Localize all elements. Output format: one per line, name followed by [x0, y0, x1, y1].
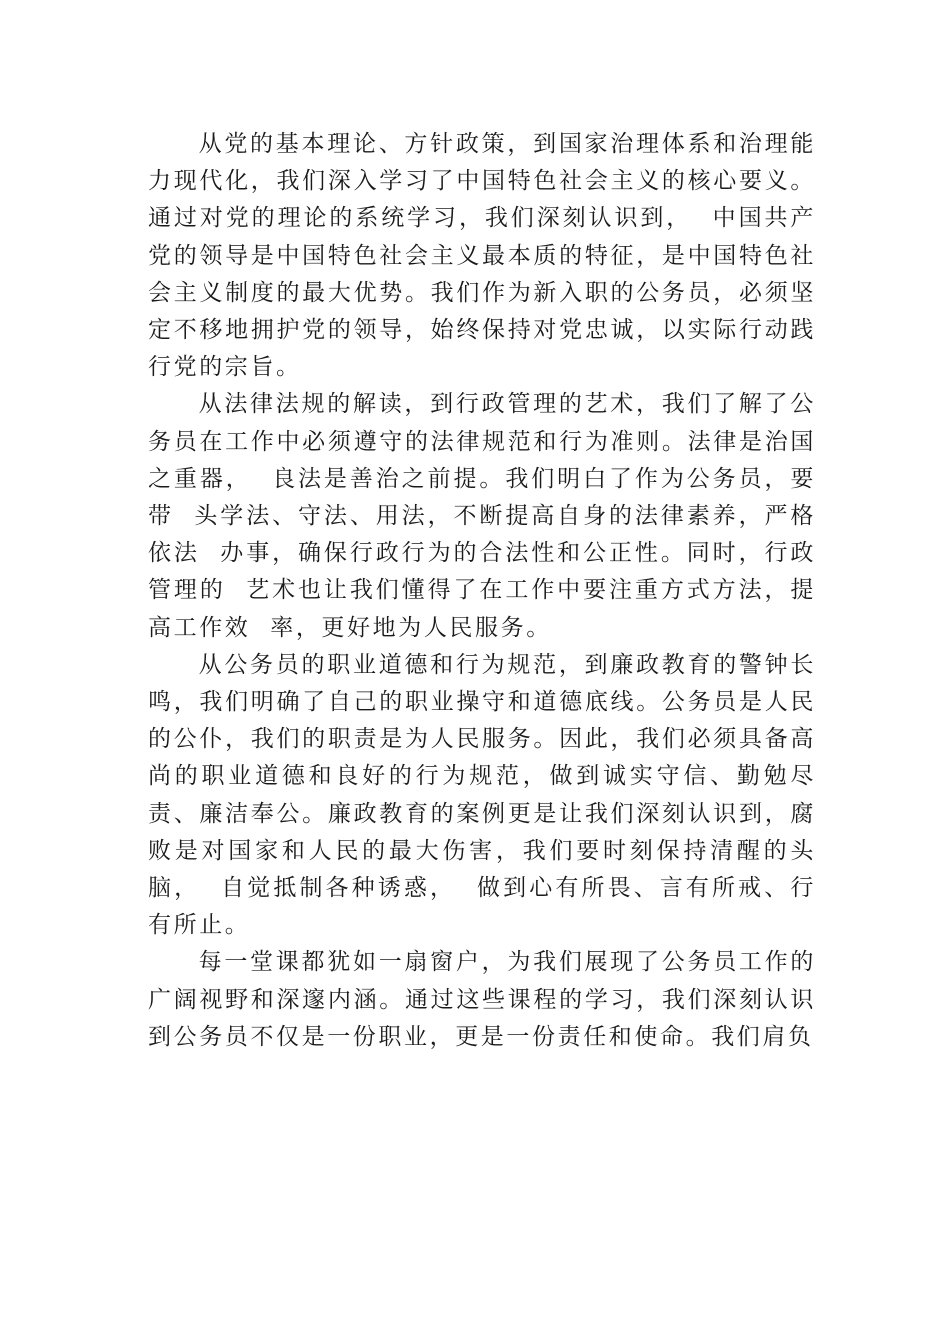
paragraph-4: 每一堂课都犹如一扇窗户，为我们展现了公务员工作的广阔视野和深邃内涵。通过这些课程的学习，我们深刻认识到公务员不仅是一份职业，更是一份责任和使命。我们肩负 — [148, 949, 816, 1050]
paragraph-3: 从公务员的职业道德和行为规范，到廉政教育的警钟长鸣，我们明确了自己的职业操守和道德底线。公务员是人民的公仆，我们的职责是为人民服务。因此，我们必须具备高尚的职业道德和良好的行为规范，做到诚实守信、勤勉尽责、廉洁奉公。廉政教育的案例更是让我们深刻认识到，腐败是对国家和人民的最大伤害，我们要时刻保持清醒的头脑， 自觉抵制各种诱惑， 做到心有所畏、言有所戒、行有所止。 — [148, 651, 816, 939]
paragraph-2: 从法律法规的解读，到行政管理的艺术，我们了解了公务员在工作中必须遵守的法律规范和行为准则。法律是治国之重器， 良法是善治之前提。我们明白了作为公务员，要带 头学法、守法、用法，不断提高自身的法律素养，严格依法 办事，确保行政行为的合法性和公正性。同时，行政管理的 艺术也让我们懂得了在工作中要注重方式方法，提高工作效 率，更好地为人民服务。 — [148, 391, 816, 641]
paragraph-1: 从党的基本理论、方针政策，到国家治理体系和治理能力现代化，我们深入学习了中国特色社会主义的核心要义。通过对党的理论的系统学习，我们深刻认识到， 中国共产党的领导是中国特色社会主义最本质的特征，是中国特色社会主义制度的最大优势。我们作为新入职的公务员，必须坚定不移地拥护党的领导，始终保持对党忠诚，以实际行动践行党的宗旨。 — [148, 131, 816, 381]
body-text — [148, 126, 816, 1056]
